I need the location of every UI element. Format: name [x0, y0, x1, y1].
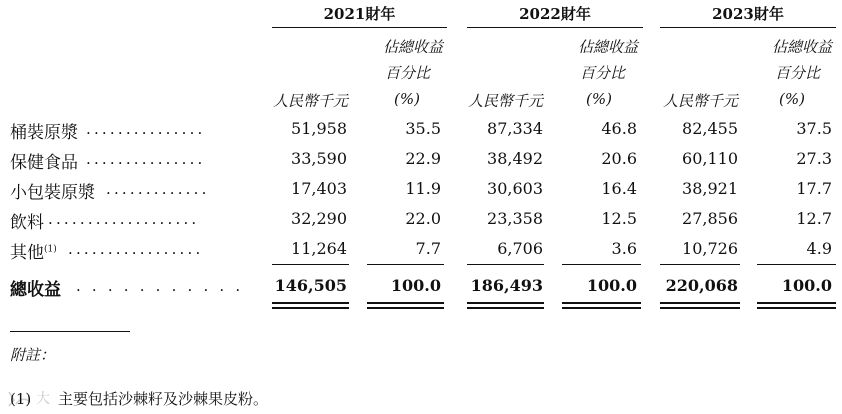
row-leader-dots: ............... [86, 120, 206, 138]
cell-2021-amount: 11,264 [291, 239, 347, 258]
year-header-2021: 2021財年 [323, 5, 396, 23]
cell-2022-amount: 6,706 [497, 239, 543, 258]
amount-header-2022: 人民幣千元 [467, 92, 543, 110]
cell-2023-pct: 12.7 [796, 209, 832, 228]
pct-header-line1-2022: 佔總收益 [577, 38, 638, 56]
subtotal-rule-2022-amount [467, 264, 544, 265]
cell-2022-pct: 16.4 [601, 179, 637, 198]
row-leader-dots: ................... [48, 210, 200, 228]
row-label-small-pack-puree: 小包裝原漿 [10, 183, 95, 203]
cell-2022-amount: 38,492 [487, 149, 543, 168]
year-rule-2022 [467, 27, 643, 28]
total-label: 總收益 [10, 280, 61, 300]
cell-2021-amount: 33,590 [291, 149, 347, 168]
year-header-2023: 2023財年 [712, 5, 784, 23]
amount-header-2021: 人民幣千元 [272, 92, 348, 110]
cell-2022-pct: 3.6 [611, 239, 637, 258]
total-2021-pct: 100.0 [390, 276, 441, 295]
cell-2023-amount: 27,856 [682, 209, 738, 228]
footnote-item-text: 主要包括沙棘籽及沙棘果皮粉。 [58, 390, 269, 408]
row-label-health-food: 保健食品 [10, 153, 78, 173]
subtotal-rule-2021-pct [367, 264, 444, 265]
cell-2021-pct: 11.9 [405, 179, 441, 198]
footnote-marker: (1) [44, 244, 57, 255]
cell-2022-pct: 46.8 [601, 119, 637, 138]
total-double-rule-2023-pct [757, 302, 836, 309]
subtotal-rule-2021-amount [272, 264, 349, 265]
cell-2023-amount: 82,455 [682, 119, 738, 138]
cell-2022-pct: 20.6 [601, 149, 637, 168]
amount-header-2023: 人民幣千元 [662, 92, 738, 110]
cell-2022-pct: 12.5 [601, 209, 637, 228]
total-double-rule-2021-pct [367, 302, 444, 309]
total-double-rule-2023-amount [660, 302, 740, 309]
footnotes-title: 附註： [10, 346, 56, 364]
total-double-rule-2022-amount [467, 302, 544, 309]
total-double-rule-2022-pct [562, 302, 641, 309]
row-leader-dots: ............. [106, 180, 210, 198]
row-label-barrel-puree: 桶裝原漿 [10, 123, 78, 143]
pct-header-line2-2023: 百分比 [774, 64, 820, 82]
cell-2021-pct: 7.7 [415, 239, 441, 258]
year-rule-2023 [660, 27, 836, 28]
cell-2021-pct: 22.9 [405, 149, 441, 168]
row-leader-dots: ................. [68, 240, 204, 258]
total-2022-amount: 186,493 [470, 276, 543, 295]
cell-2021-pct: 22.0 [405, 209, 441, 228]
cell-2023-amount: 60,110 [682, 149, 738, 168]
cell-2023-pct: 4.9 [806, 239, 832, 258]
pct-header-line2-2022: 百分比 [579, 64, 625, 82]
cell-2021-amount: 17,403 [291, 179, 347, 198]
row-label-others [10, 238, 57, 263]
cell-2021-amount: 51,958 [291, 119, 347, 138]
cell-2023-pct: 37.5 [796, 119, 832, 138]
total-2023-amount: 220,068 [665, 276, 738, 295]
cell-2021-amount: 32,290 [291, 209, 347, 228]
footnote-separator [10, 331, 130, 332]
pct-header-line1-2023: 佔總收益 [771, 38, 832, 56]
row-label-beverages: 飲料 [10, 213, 44, 233]
watermark-text: 大 [36, 391, 50, 407]
total-2023-pct: 100.0 [781, 276, 832, 295]
cell-2023-amount: 10,726 [682, 239, 738, 258]
total-2021-amount: 146,505 [274, 276, 347, 295]
subtotal-rule-2022-pct [562, 264, 641, 265]
subtotal-rule-2023-pct [757, 264, 836, 265]
total-double-rule-2021-amount [272, 302, 349, 309]
cell-2022-amount: 23,358 [487, 209, 543, 228]
pct-header-line3-2021: (%) [394, 90, 420, 108]
cell-2022-amount: 30,603 [487, 179, 543, 198]
cell-2021-pct: 35.5 [405, 119, 441, 138]
cell-2023-pct: 17.7 [796, 179, 832, 198]
pct-header-line3-2023: (%) [779, 90, 805, 108]
pct-header-line3-2022: (%) [586, 90, 612, 108]
row-leader-dots: ............... [86, 150, 206, 168]
total-2022-pct: 100.0 [586, 276, 637, 295]
footnote-item [10, 388, 268, 409]
cell-2023-pct: 27.3 [796, 149, 832, 168]
pct-header-line2-2021: 百分比 [384, 64, 430, 82]
year-rule-2021 [272, 27, 447, 28]
year-header-2022: 2022財年 [519, 5, 591, 23]
footnote-item-marker: (1) [10, 390, 32, 408]
cell-2022-amount: 87,334 [487, 119, 543, 138]
row-label-others-text: 其他 [10, 243, 44, 263]
row-leader-dots: . . . . . . . . . . . [76, 277, 244, 295]
pct-header-line1-2021: 佔總收益 [382, 38, 443, 56]
cell-2023-amount: 38,921 [682, 179, 738, 198]
subtotal-rule-2023-amount [660, 264, 740, 265]
